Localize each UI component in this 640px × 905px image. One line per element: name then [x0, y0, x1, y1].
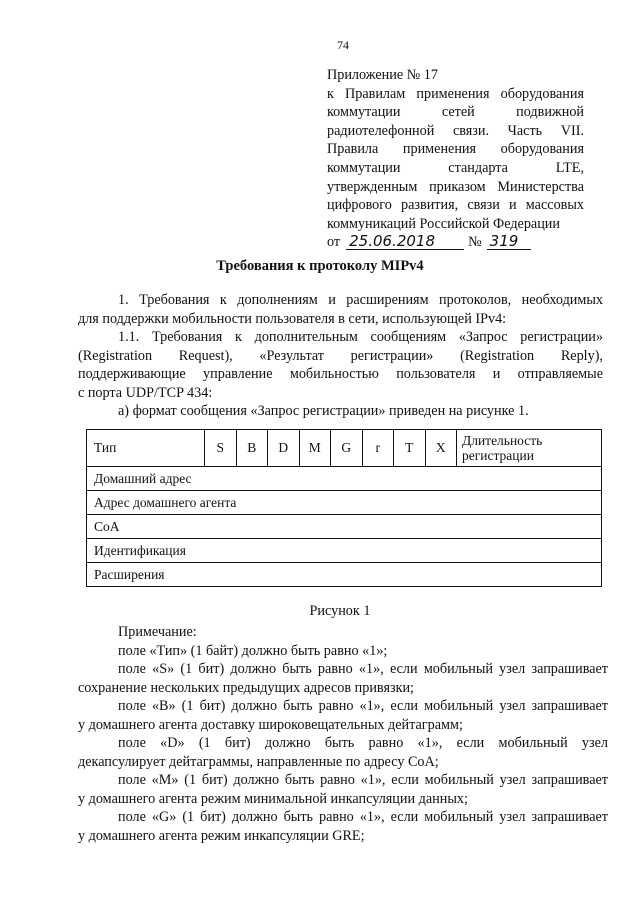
note-line: у домашнего агента режим инкапсуляции GRE; [78, 827, 365, 844]
flag-t: T [393, 430, 425, 466]
appendix-line: Правила применения оборудования [327, 141, 584, 158]
appendix-header [327, 66, 584, 252]
field-type: Тип [94, 440, 117, 455]
flag-d: D [267, 430, 299, 466]
paragraph-line: 1.1. Требования к дополнительным сообщениям «Запрос регистрации» [118, 329, 603, 345]
note-line: поле «D» (1 бит) должно быть равно «1», если мобильный узел [118, 735, 608, 751]
handwritten-date: 25.06.2018 [346, 234, 464, 250]
appendix-line: коммутации сетей подвижной [327, 104, 584, 121]
text-fragment: (Registration [78, 347, 153, 364]
figure-header-row [87, 430, 601, 466]
note-line: сохранение нескольких предыдущих адресов привязки; [78, 679, 414, 696]
order-date-number [327, 233, 584, 252]
note-line: у домашнего агента режим минимальной инкапсуляции данных; [78, 790, 468, 807]
figure-caption: Рисунок 1 [309, 603, 371, 619]
text-fragment: регистрации» [350, 347, 434, 364]
appendix-line: цифрового развития, связи и массовых [327, 197, 584, 214]
paragraph-line: а) формат сообщения «Запрос регистрации» приведен на рисунке 1. [118, 403, 529, 419]
field-home-address: Домашний адрес [87, 466, 601, 490]
appendix-line: к Правилам применения оборудования [327, 85, 584, 102]
from-label: от [327, 234, 341, 251]
note-line: поле «G» (1 бит) должно быть равно «1», если мобильный узел запрашивает [118, 809, 608, 825]
handwritten-number: 319 [487, 234, 531, 250]
paragraph-line: для поддержки мобильности пользователя в сети, использующей IPv4: [78, 310, 507, 327]
notes-section [78, 623, 608, 845]
field-lifetime [456, 430, 601, 466]
flag-g: G [330, 430, 362, 466]
text-fragment: «Результат [259, 347, 324, 364]
note-line: поле «B» (1 бит) должно быть равно «1», если мобильный узел запрашивает [118, 698, 608, 714]
appendix-number: Приложение № 17 [327, 67, 438, 83]
paragraph-line: 1. Требования к дополнениям и расширениям протоколов, необходимых [118, 292, 603, 308]
number-label: № [468, 234, 482, 251]
registration-request-figure [86, 429, 602, 587]
note-line: декапсулирует дейтаграммы, направленные по адресу CoA; [78, 753, 439, 770]
field-identification: Идентификация [87, 538, 601, 562]
page-number: 74 [337, 38, 349, 52]
text-fragment: (Registration [460, 347, 535, 364]
field-home-agent-address: Адрес домашнего агента [87, 490, 601, 514]
flag-x: X [425, 430, 457, 466]
notes-heading: Примечание: [118, 624, 197, 640]
lifetime-label-line: регистрации [462, 448, 534, 463]
appendix-line: коммуникаций Российской Федерации [327, 215, 560, 232]
flag-m: M [299, 430, 331, 466]
document-title: Требования к протоколу MIPv4 [216, 258, 424, 274]
text-fragment: Reply), [560, 347, 603, 364]
paragraph-line: поддерживающие управление мобильностью пользователя и отправляемые [78, 366, 603, 382]
lifetime-label-line: Длительность [462, 433, 543, 448]
appendix-line: радиотелефонной связи. Часть VII. [327, 122, 584, 139]
paragraph-line [78, 347, 603, 366]
field-extensions: Расширения [87, 562, 601, 586]
text-fragment: Request), [178, 347, 233, 364]
field-coa: CoA [87, 514, 601, 538]
note-line: поле «S» (1 бит) должно быть равно «1», если мобильный узел запрашивает [118, 661, 608, 677]
note-line: поле «Тип» (1 байт) должно быть равно «1»; [118, 642, 388, 659]
note-line: у домашнего агента доставку широковещательных дейтаграмм; [78, 716, 463, 733]
paragraph-line: с порта UDP/TCP 434: [78, 384, 213, 401]
flag-s: S [204, 430, 236, 466]
flag-r: r [362, 430, 394, 466]
body-text [78, 291, 603, 421]
flag-b: B [236, 430, 268, 466]
appendix-line: коммутации стандарта LTE, [327, 159, 584, 176]
appendix-line: утвержденным приказом Министерства [327, 178, 584, 195]
note-line: поле «M» (1 бит) должно быть равно «1», если мобильный узел запрашивает [118, 772, 608, 788]
